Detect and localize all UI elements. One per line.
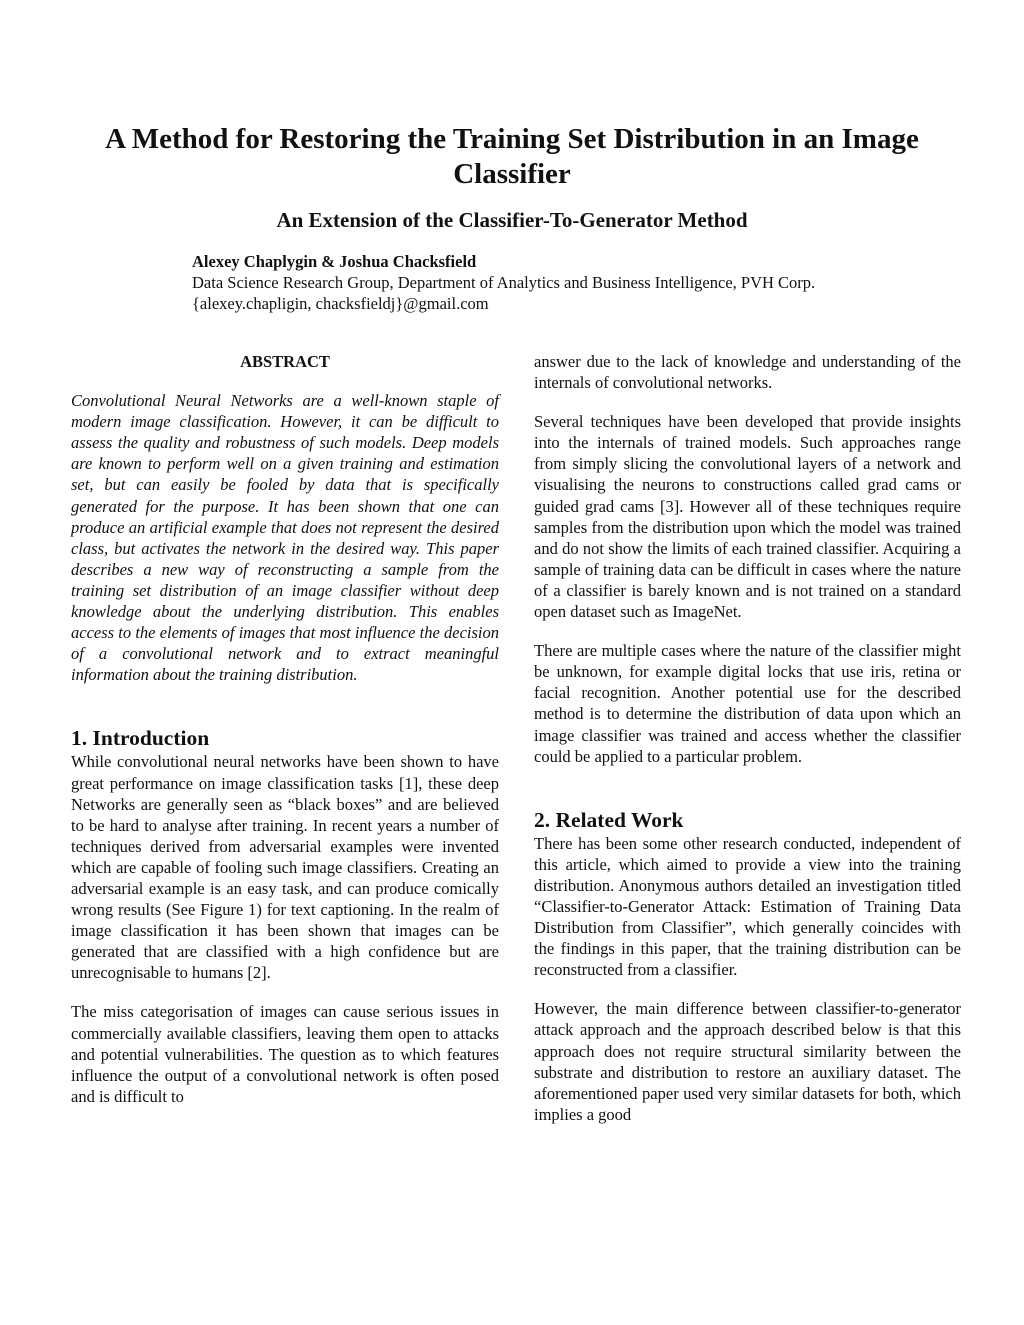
intro-paragraph-3: Several techniques have been developed that provide insights into the internals of trained models. Such approaches range from simply slicing the convolutional layers of a network and visualising the neurons to constructions called grad cams or guided grad cams [3]. However all of these techniques require samples from the distribution upon which the model was trained and do not show the limits of each trained classifier. Acquiring a sample of training data can be difficult in cases where the nature of a classifier is barely known and is not trained on a standard open dataset such as ImageNet. <box>534 412 961 622</box>
abstract-heading: ABSTRACT <box>240 352 330 371</box>
email: {alexey.chapligin, chacksfieldj}@gmail.com <box>192 294 489 313</box>
author-names: Alexey Chaplygin & Joshua Chacksfield <box>192 252 477 271</box>
author-block <box>192 251 972 314</box>
intro-continuation: answer due to the lack of knowledge and understanding of the internals of convolutional networks. <box>534 352 961 393</box>
related-paragraph-1: There has been some other research conducted, independent of this article, which aimed to provide a view into the training distribution. Anonymous authors detailed an investigation titled “Classifier-to-Generator Attack: Estimation of Training Data Distribution from Classifier”, which generally coincides with the findings in this paper, that the training distribution can be reconstructed from a classifier. <box>534 833 961 980</box>
affiliation: Data Science Research Group, Department of Analytics and Business Intelligence, PVH Corp. <box>192 273 816 292</box>
introduction-heading: 1. Introduction <box>71 726 210 751</box>
paper-title: A Method for Restoring the Training Set Distribution in an Image Classifier <box>105 123 919 190</box>
left-column <box>71 351 499 1107</box>
related-work-heading: 2. Related Work <box>534 807 684 832</box>
related-paragraph-2: However, the main difference between classifier-to-generator attack approach and the approach described below is that this approach does not require structural similarity between the substrate and distribution to restore an auxiliary dataset. The aforementioned paper used very similar datasets for both, which implies a good <box>534 999 961 1124</box>
intro-paragraph-4: There are multiple cases where the nature of the classifier might be unknown, for example digital locks that use iris, retina or facial recognition. Another potential use for the described method is to determine the distribution of data upon which an image classifier was trained and access whether the classifier could be applied to a particular problem. <box>534 641 961 766</box>
abstract-text: Convolutional Neural Networks are a well-known staple of modern image classification. However, it can be difficult to assess the quality and robustness of such models. Deep models are known to perform well on a given training and estimation set, but can easily be fooled by data that is specifically generated for the purpose. It has been shown that one can produce an artificial example that does not represent the desired class, but activates the network in the desired way. This paper describes a new way of reconstructing a sample from the training set distribution of an image classifier without deep knowledge about the underlying distribution. This enables access to the elements of images that most influence the decision of a convolutional network and to extract meaningful information about the training distribution. <box>71 391 499 685</box>
intro-paragraph-1: While convolutional neural networks have been shown to have great performance on image classification tasks [1], these deep Networks are generally seen as “black boxes” and are believed to be hard to analyse after training. In recent years a number of techniques derived from adversarial examples were invented which are capable of fooling such image classifiers. Creating an adversarial example is an easy task, and can produce comically wrong results (See Figure 1) for text captioning. In the realm of image classification it has been shown that images can be generated that are classified with a high confidence but are unrecognisable to humans [2]. <box>71 752 499 983</box>
intro-paragraph-2: The miss categorisation of images can cause serious issues in commercially available classifiers, leaving them open to attacks and potential vulnerabilities. The question as to which features influence the output of a convolutional network is often posed and is difficult to <box>71 1002 499 1106</box>
paper-subtitle: An Extension of the Classifier-To-Generator Method <box>276 208 748 232</box>
right-column <box>534 351 961 1125</box>
